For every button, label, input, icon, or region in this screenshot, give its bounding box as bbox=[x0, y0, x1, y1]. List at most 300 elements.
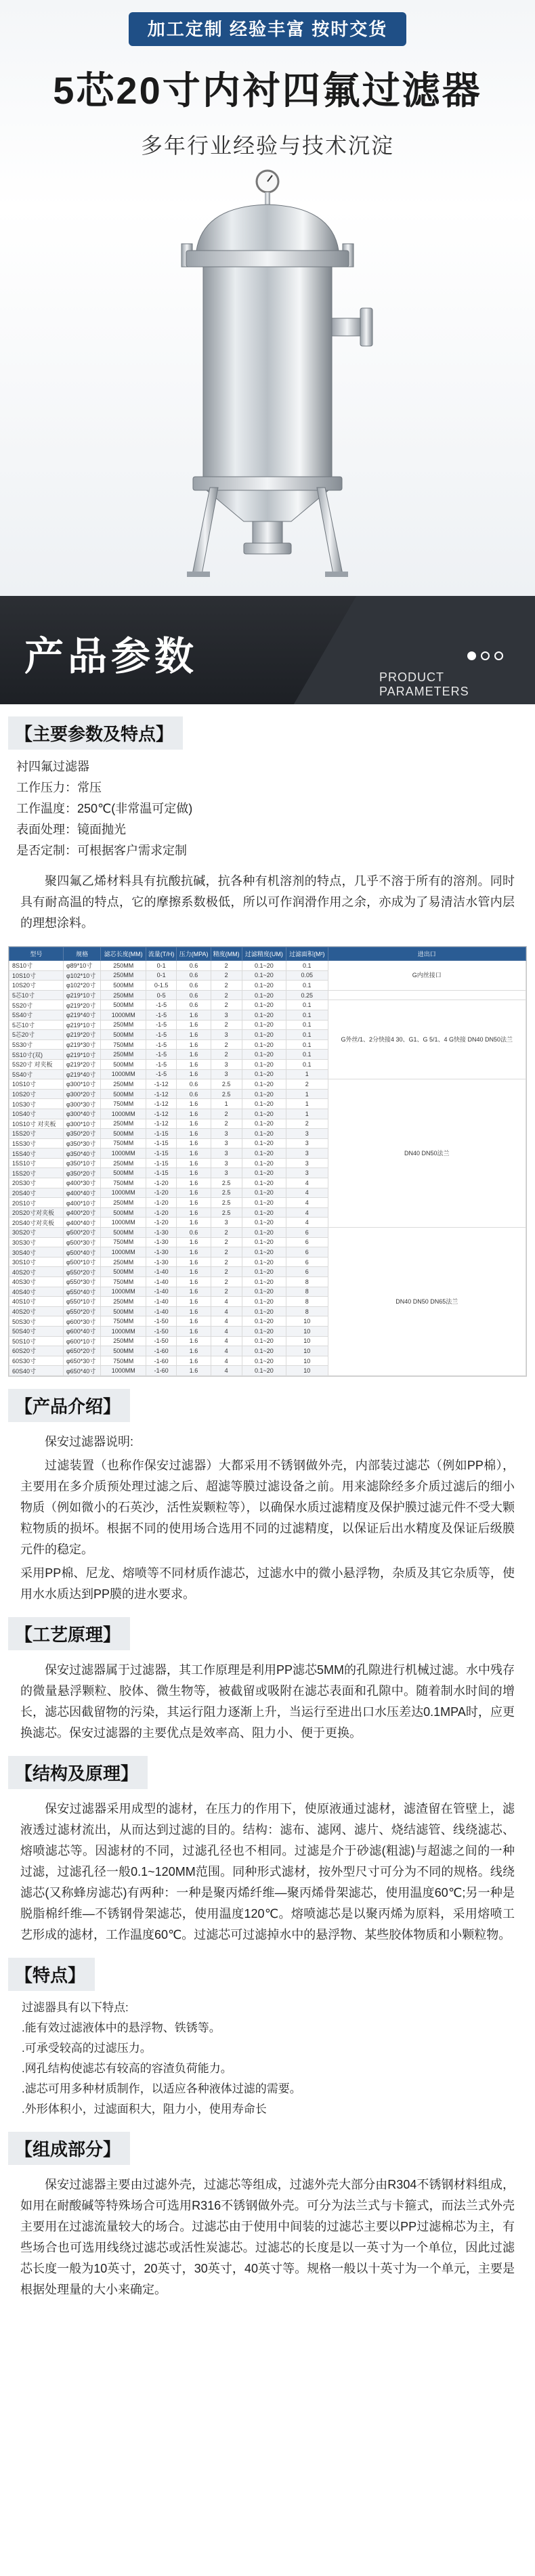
table-cell: 4 bbox=[211, 1306, 242, 1316]
principle-section bbox=[0, 1605, 535, 1744]
table-cell: 2 bbox=[211, 1267, 242, 1277]
table-cell: 1.6 bbox=[177, 1010, 211, 1020]
table-cell: 0.1~20 bbox=[242, 1188, 286, 1198]
table-cell: 20S20寸对夹板 bbox=[9, 1207, 64, 1218]
table-cell: 4 bbox=[286, 1188, 328, 1198]
table-header-row bbox=[9, 947, 526, 961]
table-cell: φ550*10寸 bbox=[63, 1297, 101, 1307]
table-cell: -1-12 bbox=[146, 1079, 177, 1090]
table-row bbox=[9, 1079, 526, 1090]
table-cell: 250MM bbox=[101, 1257, 146, 1267]
table-cell: 2 bbox=[211, 1287, 242, 1297]
composition-section bbox=[0, 2120, 535, 2300]
features-intro: 过滤器具有以下特点: bbox=[22, 2000, 129, 2014]
table-cell: 40S20寸 bbox=[9, 1267, 64, 1277]
table-cell: 5S40寸 bbox=[9, 1010, 64, 1020]
table-cell: φ350*20寸 bbox=[63, 1129, 101, 1139]
table-cell: 0.1~20 bbox=[242, 1237, 286, 1247]
inlet-cell: G外丝/1、2分快接4 30、G1、G 5/1、4 G快接 DN40 DN50法兰 bbox=[328, 1000, 526, 1079]
table-cell: 0.1 bbox=[286, 1059, 328, 1069]
table-cell: 0.1~20 bbox=[242, 1000, 286, 1010]
table-cell: 250MM bbox=[101, 961, 146, 971]
table-cell: 4 bbox=[286, 1198, 328, 1208]
table-cell: 2 bbox=[211, 1257, 242, 1267]
feature-item: .外形体积小，过滤面积大，阻力小，使用寿命长 bbox=[22, 2102, 267, 2116]
table-cell: φ219*10寸 bbox=[63, 1050, 101, 1060]
feature-item: .网孔结构使滤芯有较高的容渣负荷能力。 bbox=[22, 2061, 232, 2075]
table-cell: 750MM bbox=[101, 1316, 146, 1327]
table-cell: 0.1~20 bbox=[242, 1198, 286, 1208]
table-cell: 0.6 bbox=[177, 1089, 211, 1099]
table-cell: 15S10寸 bbox=[9, 1158, 64, 1168]
table-cell: 500MM bbox=[101, 1089, 146, 1099]
table-cell: 40S10寸 bbox=[9, 1297, 64, 1307]
table-cell: φ600*40寸 bbox=[63, 1326, 101, 1336]
table-cell: 0.1~20 bbox=[242, 1069, 286, 1079]
table-cell: -1-12 bbox=[146, 1109, 177, 1119]
table-cell: 0.1~20 bbox=[242, 1267, 286, 1277]
table-cell: 2 bbox=[211, 1000, 242, 1010]
table-cell: 2 bbox=[211, 961, 242, 971]
table-cell: -1-15 bbox=[146, 1168, 177, 1178]
params-title: 产品参数 bbox=[24, 635, 198, 679]
table-cell: 250MM bbox=[101, 970, 146, 981]
table-cell: 4 bbox=[211, 1366, 242, 1376]
table-cell: 0.25 bbox=[286, 990, 328, 1000]
table-cell: 0.1~20 bbox=[242, 1039, 286, 1050]
ptfe-paragraph: 聚四氟乙烯材料具有抗酸抗碱，抗各种有机溶剂的特点，几乎不溶于所有的溶剂。同时具有耐高温的特点，它的摩擦系数极低，所以可作润滑作用之余，亦成为了易清洁水管内层的理想涂料。 bbox=[20, 874, 515, 930]
table-cell: 6 bbox=[286, 1267, 328, 1277]
table-cell: 5S40寸 bbox=[9, 1069, 64, 1079]
table-cell: 1000MM bbox=[101, 1109, 146, 1119]
table-cell: 2 bbox=[211, 1228, 242, 1238]
table-cell: 2 bbox=[211, 1039, 242, 1050]
table-cell: 2 bbox=[286, 1119, 328, 1129]
table-cell: -1-5 bbox=[146, 1000, 177, 1010]
table-cell: 0.6 bbox=[177, 961, 211, 971]
table-cell: 0.1~20 bbox=[242, 1149, 286, 1159]
table-cell: 3 bbox=[286, 1138, 328, 1149]
intro-paragraph: 过滤装置（也称作保安过滤器）大都采用不锈钢做外壳，内部装过滤芯（例如PP棉），主要用在多介质预处理过滤之后、超滤等膜过滤设备之前。用来滤除经多介质过滤后的细小物质（例如微小的石英沙，活性炭颗粒等），以确保水质过滤精度及保护膜过滤元件不受大颗粒物质的损坏。根据不同的使用场合选用不同的过滤精度，以保证后出水精度及保证后级膜元件的稳定。 bbox=[20, 1458, 515, 1556]
table-cell: φ550*30寸 bbox=[63, 1277, 101, 1287]
table-cell: 0.1~20 bbox=[242, 1326, 286, 1336]
table-cell: -1-40 bbox=[146, 1267, 177, 1277]
table-cell: -1-30 bbox=[146, 1247, 177, 1258]
table-cell: 10 bbox=[286, 1316, 328, 1327]
table-cell: φ500*20寸 bbox=[63, 1228, 101, 1238]
table-cell: 4 bbox=[211, 1297, 242, 1307]
params-subtitle-en: PRODUCT PARAMETERS bbox=[379, 670, 469, 698]
table-cell: 0.1~20 bbox=[242, 1247, 286, 1258]
table-cell: 0.1~20 bbox=[242, 1287, 286, 1297]
table-cell: 3 bbox=[286, 1149, 328, 1159]
table-cell: 2 bbox=[211, 1277, 242, 1287]
table-cell: 1.6 bbox=[177, 1030, 211, 1040]
table-cell: 2.5 bbox=[211, 1178, 242, 1188]
table-header-cell: 流量(T/H) bbox=[146, 947, 177, 961]
table-cell: 50S30寸 bbox=[9, 1316, 64, 1327]
hero-banner: 加工定制 经验丰富 按时交货 bbox=[129, 12, 406, 46]
table-cell: 2 bbox=[211, 1119, 242, 1129]
table-cell: -1-5 bbox=[146, 1030, 177, 1040]
table-cell: -1-15 bbox=[146, 1138, 177, 1149]
table-header-cell: 滤芯长度(MM) bbox=[101, 947, 146, 961]
table-cell: 0.1~20 bbox=[242, 1297, 286, 1307]
table-cell: φ600*30寸 bbox=[63, 1316, 101, 1327]
table-cell: 750MM bbox=[101, 1277, 146, 1287]
table-cell: 1.6 bbox=[177, 1168, 211, 1178]
table-cell: 500MM bbox=[101, 1228, 146, 1238]
table-cell: 0.1~20 bbox=[242, 1059, 286, 1069]
table-cell: 1.6 bbox=[177, 1366, 211, 1376]
table-body bbox=[9, 961, 526, 1376]
table-cell: 40S30寸 bbox=[9, 1277, 64, 1287]
table-cell: -1-15 bbox=[146, 1129, 177, 1139]
inlet-cell: DN40 DN50法兰 bbox=[328, 1079, 526, 1228]
table-cell: 60S40寸 bbox=[9, 1366, 64, 1376]
table-cell: 1.6 bbox=[177, 1257, 211, 1267]
table-header-cell: 过滤面积(M²) bbox=[286, 947, 328, 961]
table-cell: 0.1~20 bbox=[242, 970, 286, 981]
table-cell: 6 bbox=[286, 1237, 328, 1247]
table-cell: 2 bbox=[211, 981, 242, 991]
table-cell: 2 bbox=[211, 1109, 242, 1119]
table-cell: -1-5 bbox=[146, 1020, 177, 1030]
section-heading: 【工艺原理】 bbox=[8, 1617, 130, 1650]
table-cell: 3 bbox=[211, 1168, 242, 1178]
table-cell: 250MM bbox=[101, 1050, 146, 1060]
table-cell: 1.6 bbox=[177, 1020, 211, 1030]
table-cell: 250MM bbox=[101, 1336, 146, 1346]
table-cell: φ219*30寸 bbox=[63, 1039, 101, 1050]
table-cell: 40S40寸 bbox=[9, 1287, 64, 1297]
structure-section bbox=[0, 1744, 535, 1946]
table-cell: 20S40寸 bbox=[9, 1188, 64, 1198]
table-cell: 0.1~20 bbox=[242, 1030, 286, 1040]
table-cell: 500MM bbox=[101, 1267, 146, 1277]
features-section bbox=[0, 1946, 535, 2120]
table-cell: 0.1~20 bbox=[242, 1257, 286, 1267]
table-cell: -1-40 bbox=[146, 1277, 177, 1287]
intro-section bbox=[0, 1377, 535, 1605]
table-cell: 1000MM bbox=[101, 1069, 146, 1079]
hero-title: 5芯20寸内衬四氟过滤器 bbox=[53, 69, 482, 112]
table-header-cell: 型号 bbox=[9, 947, 64, 961]
table-cell: φ400*20寸 bbox=[63, 1207, 101, 1218]
table-cell: -1-12 bbox=[146, 1119, 177, 1129]
table-cell: 10 bbox=[286, 1346, 328, 1356]
table-cell: 2.5 bbox=[211, 1207, 242, 1218]
dot-icon bbox=[481, 651, 490, 660]
table-cell: 8 bbox=[286, 1277, 328, 1287]
table-cell: 0.1~20 bbox=[242, 1218, 286, 1228]
table-cell: 250MM bbox=[101, 1297, 146, 1307]
table-cell: 4 bbox=[286, 1178, 328, 1188]
table-cell: -1-40 bbox=[146, 1287, 177, 1297]
table-cell: 6 bbox=[286, 1257, 328, 1267]
table-header-cell: 压力(MPA) bbox=[177, 947, 211, 961]
table-cell: 1000MM bbox=[101, 1188, 146, 1198]
table-cell: φ89*10寸 bbox=[63, 961, 101, 971]
table-cell: 8 bbox=[286, 1297, 328, 1307]
table-cell: 0.1~20 bbox=[242, 1168, 286, 1178]
spec-table bbox=[9, 947, 526, 1376]
table-cell: 1.6 bbox=[177, 1059, 211, 1069]
table-cell: 1.6 bbox=[177, 1099, 211, 1109]
principle-paragraph: 保安过滤器属于过滤器，其工作原理是利用PP滤芯5MM的孔隙进行机械过滤。水中残存的微量悬浮颗粒、胶体、微生物等，被截留或吸附在滤芯表面和孔隙中。随着制水时间的增长，滤芯因截留物的污染，其运行阻力逐渐上升，当运行至进出口水压差达0.1MPA时，应更换滤芯。保安过滤器的主要优点是效率高、阻力小、便于更换。 bbox=[20, 1662, 515, 1740]
table-cell: 1.6 bbox=[177, 1297, 211, 1307]
table-header-cell: 进出口 bbox=[328, 947, 526, 961]
table-cell: 0.1~20 bbox=[242, 1228, 286, 1238]
table-cell: 1.6 bbox=[177, 1039, 211, 1050]
table-cell: 1.6 bbox=[177, 1336, 211, 1346]
table-cell: φ300*40寸 bbox=[63, 1109, 101, 1119]
table-cell: φ650*40寸 bbox=[63, 1366, 101, 1376]
table-cell: 750MM bbox=[101, 1178, 146, 1188]
table-cell: 0.1~20 bbox=[242, 990, 286, 1000]
table-cell: 0.6 bbox=[177, 970, 211, 981]
table-cell: 0-1 bbox=[146, 961, 177, 971]
table-cell: 2 bbox=[211, 1020, 242, 1030]
table-cell: 30S30寸 bbox=[9, 1237, 64, 1247]
table-cell: -1-5 bbox=[146, 1050, 177, 1060]
table-cell: -1-60 bbox=[146, 1366, 177, 1376]
table-cell: 1000MM bbox=[101, 1287, 146, 1297]
table-cell: 0.1~20 bbox=[242, 1089, 286, 1099]
table-cell: 1.6 bbox=[177, 1287, 211, 1297]
table-cell: 0-5 bbox=[146, 990, 177, 1000]
composition-paragraph: 保安过滤器主要由过滤外壳，过滤芯等组成，过滤外壳大部分由R304不锈钢材料组成，如用在耐酸碱等特殊场合可选用R316不锈钢做外壳。可分为法兰式与卡箍式，而法兰式外壳主要用在过滤流量较大的场合。过滤芯由于使用中间装的过滤芯主要以PP过滤棉芯为主，有些场合也可选用线绕过滤芯或活性炭滤芯。过滤芯的长度是以一英寸为一个单位，因此过滤芯长度一般为10英寸，20英寸，30英寸，40英寸等。规格一般以十英寸为一个单元，主要是根据处理量的大小来确定。 bbox=[20, 2177, 515, 2296]
table-cell: 0.1~20 bbox=[242, 981, 286, 991]
table-cell: 10S40寸 bbox=[9, 1109, 64, 1119]
table-cell: 1.6 bbox=[177, 1237, 211, 1247]
table-cell: 0.05 bbox=[286, 970, 328, 981]
table-cell: 0.1~20 bbox=[242, 1138, 286, 1149]
table-cell: 3 bbox=[286, 1158, 328, 1168]
table-cell: 1 bbox=[286, 1099, 328, 1109]
filter-housing-image bbox=[122, 169, 413, 582]
table-row bbox=[9, 1000, 526, 1010]
table-cell: φ550*20寸 bbox=[63, 1267, 101, 1277]
param-line: 衬四氟过滤器 bbox=[16, 760, 89, 773]
table-cell: φ650*20寸 bbox=[63, 1346, 101, 1356]
table-cell: 0.1 bbox=[286, 1020, 328, 1030]
feature-item: .可承受较高的过滤压力。 bbox=[22, 2041, 152, 2055]
table-cell: 250MM bbox=[101, 1158, 146, 1168]
table-cell: 0.1~20 bbox=[242, 961, 286, 971]
table-cell: 1.6 bbox=[177, 1207, 211, 1218]
table-cell: 0.1 bbox=[286, 1000, 328, 1010]
table-header-cell: 过滤精度(UM) bbox=[242, 947, 286, 961]
table-cell: 0.6 bbox=[177, 1079, 211, 1090]
table-cell: 750MM bbox=[101, 1356, 146, 1366]
table-cell: 3 bbox=[286, 1129, 328, 1139]
table-cell: 3 bbox=[211, 1010, 242, 1020]
table-cell: 1.6 bbox=[177, 1109, 211, 1119]
table-cell: 1 bbox=[286, 1109, 328, 1119]
table-cell: 4 bbox=[211, 1346, 242, 1356]
table-cell: 0.1 bbox=[286, 1010, 328, 1020]
table-cell: 15S30寸 bbox=[9, 1138, 64, 1149]
table-cell: 1000MM bbox=[101, 1326, 146, 1336]
table-cell: 0.1~20 bbox=[242, 1356, 286, 1366]
table-cell: 1000MM bbox=[101, 1010, 146, 1020]
table-cell: 500MM bbox=[101, 1059, 146, 1069]
table-cell: 3 bbox=[211, 1218, 242, 1228]
table-cell: 500MM bbox=[101, 1306, 146, 1316]
table-cell: 4 bbox=[286, 1218, 328, 1228]
feature-item: .能有效过滤液体中的悬浮物、铁锈等。 bbox=[22, 2021, 221, 2034]
table-cell: 5S20寸 bbox=[9, 1000, 64, 1010]
table-cell: φ300*20寸 bbox=[63, 1089, 101, 1099]
table-cell: 0.1~20 bbox=[242, 1020, 286, 1030]
table-cell: φ350*10寸 bbox=[63, 1158, 101, 1168]
table-cell: 10S10寸 对夹板 bbox=[9, 1119, 64, 1129]
table-cell: φ650*30寸 bbox=[63, 1356, 101, 1366]
table-cell: φ219*40寸 bbox=[63, 1010, 101, 1020]
table-cell: φ102*10寸 bbox=[63, 970, 101, 981]
table-cell: 10 bbox=[286, 1356, 328, 1366]
inlet-cell: DN40 DN50 DN65法兰 bbox=[328, 1228, 526, 1376]
table-header-cell: 精度(MM) bbox=[211, 947, 242, 961]
table-cell: 0-1.5 bbox=[146, 981, 177, 991]
table-cell: 1.6 bbox=[177, 1188, 211, 1198]
table-cell: φ550*40寸 bbox=[63, 1287, 101, 1297]
table-row bbox=[9, 961, 526, 971]
table-cell: 0.1~20 bbox=[242, 1346, 286, 1356]
table-cell: 0.1 bbox=[286, 961, 328, 971]
table-cell: 0.1~20 bbox=[242, 1010, 286, 1020]
table-header-cell: 规格 bbox=[63, 947, 101, 961]
table-cell: 2.5 bbox=[211, 1188, 242, 1198]
main-params-section bbox=[0, 704, 535, 934]
table-cell: -1-40 bbox=[146, 1297, 177, 1307]
table-cell: 0.6 bbox=[177, 1000, 211, 1010]
table-cell: 0.1~20 bbox=[242, 1178, 286, 1188]
table-cell: 250MM bbox=[101, 1020, 146, 1030]
table-cell: φ500*10寸 bbox=[63, 1257, 101, 1267]
table-cell: 1000MM bbox=[101, 1218, 146, 1228]
table-cell: φ400*40寸 bbox=[63, 1188, 101, 1198]
table-cell: -1-40 bbox=[146, 1306, 177, 1316]
table-cell: 2 bbox=[211, 1247, 242, 1258]
table-cell: 750MM bbox=[101, 1099, 146, 1109]
table-cell: φ219*40寸 bbox=[63, 1069, 101, 1079]
table-cell: 5芯10寸 bbox=[9, 990, 64, 1000]
table-row bbox=[9, 990, 526, 1000]
inlet-cell bbox=[328, 990, 526, 1000]
table-cell: -1-20 bbox=[146, 1188, 177, 1198]
table-cell: 500MM bbox=[101, 981, 146, 991]
table-cell: 750MM bbox=[101, 1237, 146, 1247]
table-cell: 4 bbox=[211, 1356, 242, 1366]
table-cell: φ102*20寸 bbox=[63, 981, 101, 991]
table-cell: 1000MM bbox=[101, 1247, 146, 1258]
table-cell: 1000MM bbox=[101, 1149, 146, 1159]
table-cell: 2.5 bbox=[211, 1089, 242, 1099]
table-cell: 1.6 bbox=[177, 1326, 211, 1336]
table-cell: 1.6 bbox=[177, 1247, 211, 1258]
table-cell: 6 bbox=[286, 1247, 328, 1258]
section-heading: 【组成部分】 bbox=[8, 2132, 130, 2165]
table-cell: 1.6 bbox=[177, 1306, 211, 1316]
table-cell: 2.5 bbox=[211, 1079, 242, 1090]
table-cell: -1-30 bbox=[146, 1257, 177, 1267]
table-cell: 2 bbox=[211, 1237, 242, 1247]
table-cell: 1.6 bbox=[177, 1218, 211, 1228]
table-cell: φ500*40寸 bbox=[63, 1247, 101, 1258]
table-cell: 3 bbox=[211, 1059, 242, 1069]
table-cell: 8 bbox=[286, 1306, 328, 1316]
dot-icon bbox=[494, 651, 503, 660]
section-heading: 【产品介绍】 bbox=[8, 1389, 130, 1422]
table-cell: -1-15 bbox=[146, 1149, 177, 1159]
table-cell: 1.6 bbox=[177, 1277, 211, 1287]
table-cell: 0.1~20 bbox=[242, 1366, 286, 1376]
section-heading: 【结构及原理】 bbox=[8, 1756, 148, 1789]
table-cell: -1-60 bbox=[146, 1356, 177, 1366]
carousel-dots bbox=[467, 651, 503, 660]
table-cell: φ400*10寸 bbox=[63, 1198, 101, 1208]
table-cell: 40S20寸 bbox=[9, 1306, 64, 1316]
table-cell: 250MM bbox=[101, 1079, 146, 1090]
table-cell: 500MM bbox=[101, 1346, 146, 1356]
table-cell: 1.6 bbox=[177, 1129, 211, 1139]
table-cell: 500MM bbox=[101, 1129, 146, 1139]
params-lines bbox=[0, 750, 535, 861]
table-cell: 1.6 bbox=[177, 1119, 211, 1129]
table-cell: -1-50 bbox=[146, 1336, 177, 1346]
table-cell: 0.1 bbox=[286, 1050, 328, 1060]
product-parameters-header bbox=[0, 596, 535, 704]
table-cell: 5S30寸 bbox=[9, 1039, 64, 1050]
table-cell: 0.6 bbox=[177, 1228, 211, 1238]
table-cell: 20S30寸 bbox=[9, 1178, 64, 1188]
table-cell: -1-50 bbox=[146, 1326, 177, 1336]
table-cell: 1.6 bbox=[177, 1069, 211, 1079]
table-cell: 0.1 bbox=[286, 1030, 328, 1040]
table-cell: φ350*40寸 bbox=[63, 1149, 101, 1159]
table-cell: 0.1~20 bbox=[242, 1109, 286, 1119]
table-cell: -1-5 bbox=[146, 1059, 177, 1069]
table-cell: 500MM bbox=[101, 1000, 146, 1010]
dot-icon bbox=[467, 651, 476, 660]
param-line: 是否定制：可根据客户需求定制 bbox=[16, 844, 187, 857]
table-cell: 5S20寸 对夹板 bbox=[9, 1059, 64, 1069]
table-cell: 5芯10寸 bbox=[9, 1020, 64, 1030]
table-cell: 1.6 bbox=[177, 1356, 211, 1366]
table-cell: 0.1~20 bbox=[242, 1079, 286, 1090]
table-cell: -1-5 bbox=[146, 1039, 177, 1050]
table-cell: 10S20寸 bbox=[9, 1089, 64, 1099]
param-line: 工作压力：常压 bbox=[16, 781, 102, 794]
table-cell: 0.1~20 bbox=[242, 1306, 286, 1316]
table-cell: 0.1~20 bbox=[242, 1099, 286, 1109]
table-cell: 0.6 bbox=[177, 981, 211, 991]
table-cell: 5芯20寸 bbox=[9, 1030, 64, 1040]
table-cell: -1-20 bbox=[146, 1218, 177, 1228]
table-cell: 0.1~20 bbox=[242, 1336, 286, 1346]
intro-label: 保安过滤器说明: bbox=[45, 1434, 134, 1448]
param-line: 表面处理：镜面抛光 bbox=[16, 823, 126, 836]
table-cell: 3 bbox=[211, 1030, 242, 1040]
table-cell: 1000MM bbox=[101, 1366, 146, 1376]
table-cell: 30S10寸 bbox=[9, 1257, 64, 1267]
intro-paragraph: 采用PP棉、尼龙、熔喷等不同材质作滤芯，过滤水中的微小悬浮物，杂质及其它杂质等，使用水水质达到PP膜的进水要求。 bbox=[20, 1566, 515, 1601]
table-cell: φ400*30寸 bbox=[63, 1178, 101, 1188]
table-cell: 10 bbox=[286, 1326, 328, 1336]
table-cell: 10S30寸 bbox=[9, 1099, 64, 1109]
